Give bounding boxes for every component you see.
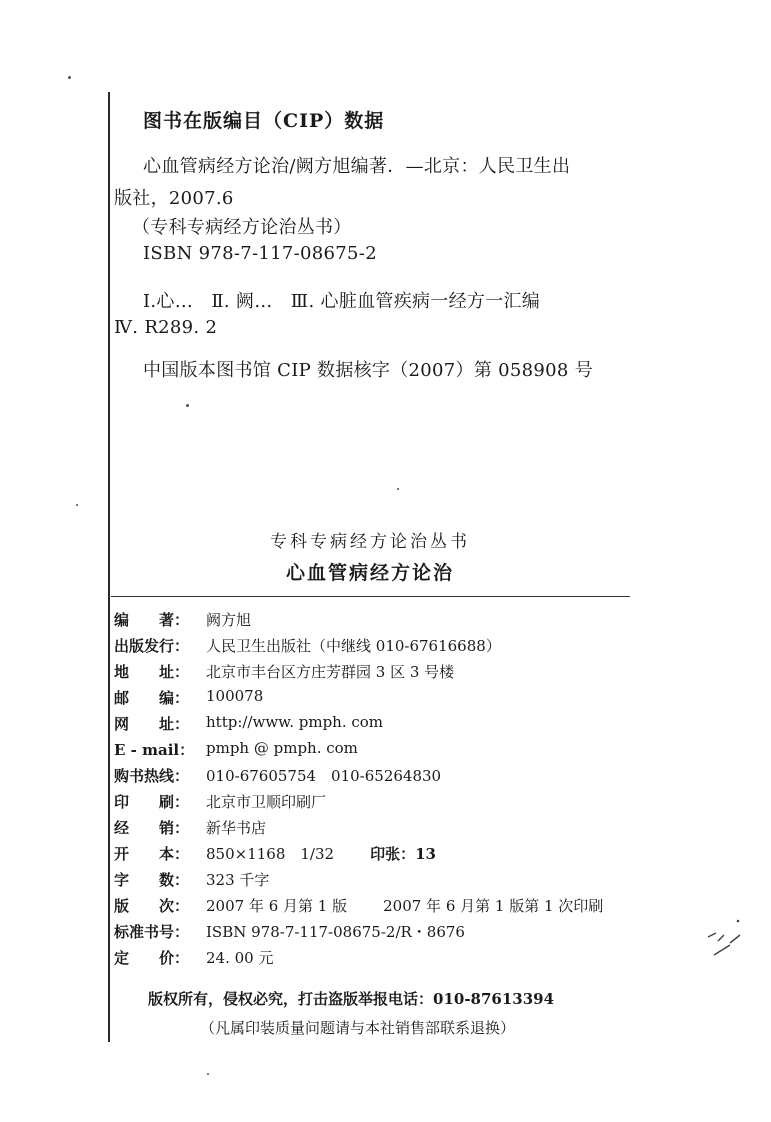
info-label: 字 数： (114, 871, 190, 889)
info-value: 850×1168 1/32 (206, 845, 335, 863)
info-row-editor (114, 609, 251, 630)
info-row-email (114, 739, 358, 760)
cip-line-6: Ⅳ. R289. 2 (114, 317, 218, 338)
info-row-edition (114, 895, 603, 916)
cip-line-2: 版社，2007.6 (114, 188, 234, 209)
return-notice: （凡属印装质量问题请与本社销售部联系退换） (200, 1019, 516, 1037)
scan-speck (186, 404, 189, 407)
info-value: 北京市卫顺印刷厂 (206, 793, 327, 811)
copyright-notice: 版权所有，侵权必究，打击盗版举报电话：010-87613394 (148, 990, 555, 1008)
scan-speck (207, 1073, 209, 1075)
info-extra: 2007 年 6 月第 1 版第 1 次印刷 (383, 897, 604, 915)
cip-line-3: （专科专病经方论治丛书） (132, 217, 352, 238)
scan-speck (397, 488, 399, 490)
info-label: 地 址： (114, 663, 190, 681)
cip-line-4: ISBN 978-7-117-08675-2 (143, 243, 377, 264)
info-row-price (114, 947, 273, 968)
info-label: 编 著： (114, 611, 190, 629)
info-value: 2007 年 6 月第 1 版 (206, 897, 348, 915)
info-value: 新华书店 (206, 819, 267, 837)
info-label: E - mail： (114, 741, 195, 759)
info-label: 标准书号： (114, 923, 190, 941)
info-row-publisher (114, 635, 501, 656)
pencil-mark-icon (700, 915, 760, 965)
cip-line-7: 中国版本图书馆 CIP 数据核字（2007）第 058908 号 (143, 360, 594, 381)
cip-line-1: 心血管病经方论治/阙方旭编著．—北京：人民卫生出 (143, 156, 571, 177)
info-value: 北京市丰台区方庄芳群园 3 区 3 号楼 (206, 663, 455, 681)
info-label: 邮 编： (114, 689, 190, 707)
info-value: 323 千字 (206, 871, 270, 889)
info-row-distributor (114, 817, 266, 838)
divider-line (111, 596, 630, 597)
info-label: 购书热线： (114, 767, 190, 785)
info-value: 阙方旭 (206, 611, 252, 629)
info-label: 定 价： (114, 949, 190, 967)
info-value: ISBN 978-7-117-08675-2/R・8676 (206, 923, 465, 941)
info-label: 开 本： (114, 845, 190, 863)
series-title: 专科专病经方论治丛书 (270, 532, 470, 552)
info-row-postcode (114, 687, 263, 708)
info-value: http://www. pmph. com (206, 713, 384, 731)
info-label: 网 址： (114, 715, 190, 733)
info-label: 经 销： (114, 819, 190, 837)
info-value: pmph @ pmph. com (206, 739, 358, 757)
info-row-website (114, 713, 383, 734)
cip-title: 图书在版编目（CIP）数据 (143, 110, 385, 132)
info-value: 010-67605754 010-65264830 (206, 767, 442, 785)
book-title: 心血管病经方论治 (285, 562, 454, 584)
info-label: 出版发行： (114, 637, 190, 655)
info-row-address (114, 661, 454, 682)
info-row-isbn (114, 921, 465, 942)
info-row-hotline (114, 765, 441, 786)
cip-line-5: Ⅰ.心… Ⅱ. 阙… Ⅲ. 心脏血管疾病一经方一汇编 (143, 291, 541, 312)
info-row-printer (114, 791, 326, 812)
info-value: 人民卫生出版社（中继线 010-67616688） (206, 637, 501, 655)
info-value: 24. 00 元 (206, 949, 274, 967)
scan-speck (68, 76, 71, 79)
info-extra: 印张：13 (370, 845, 436, 863)
info-row-format (114, 843, 436, 864)
info-value: 100078 (206, 687, 264, 705)
info-row-wordcount (114, 869, 269, 890)
scan-speck (76, 504, 78, 506)
info-label: 印 刷： (114, 793, 190, 811)
info-label: 版 次： (114, 897, 190, 915)
